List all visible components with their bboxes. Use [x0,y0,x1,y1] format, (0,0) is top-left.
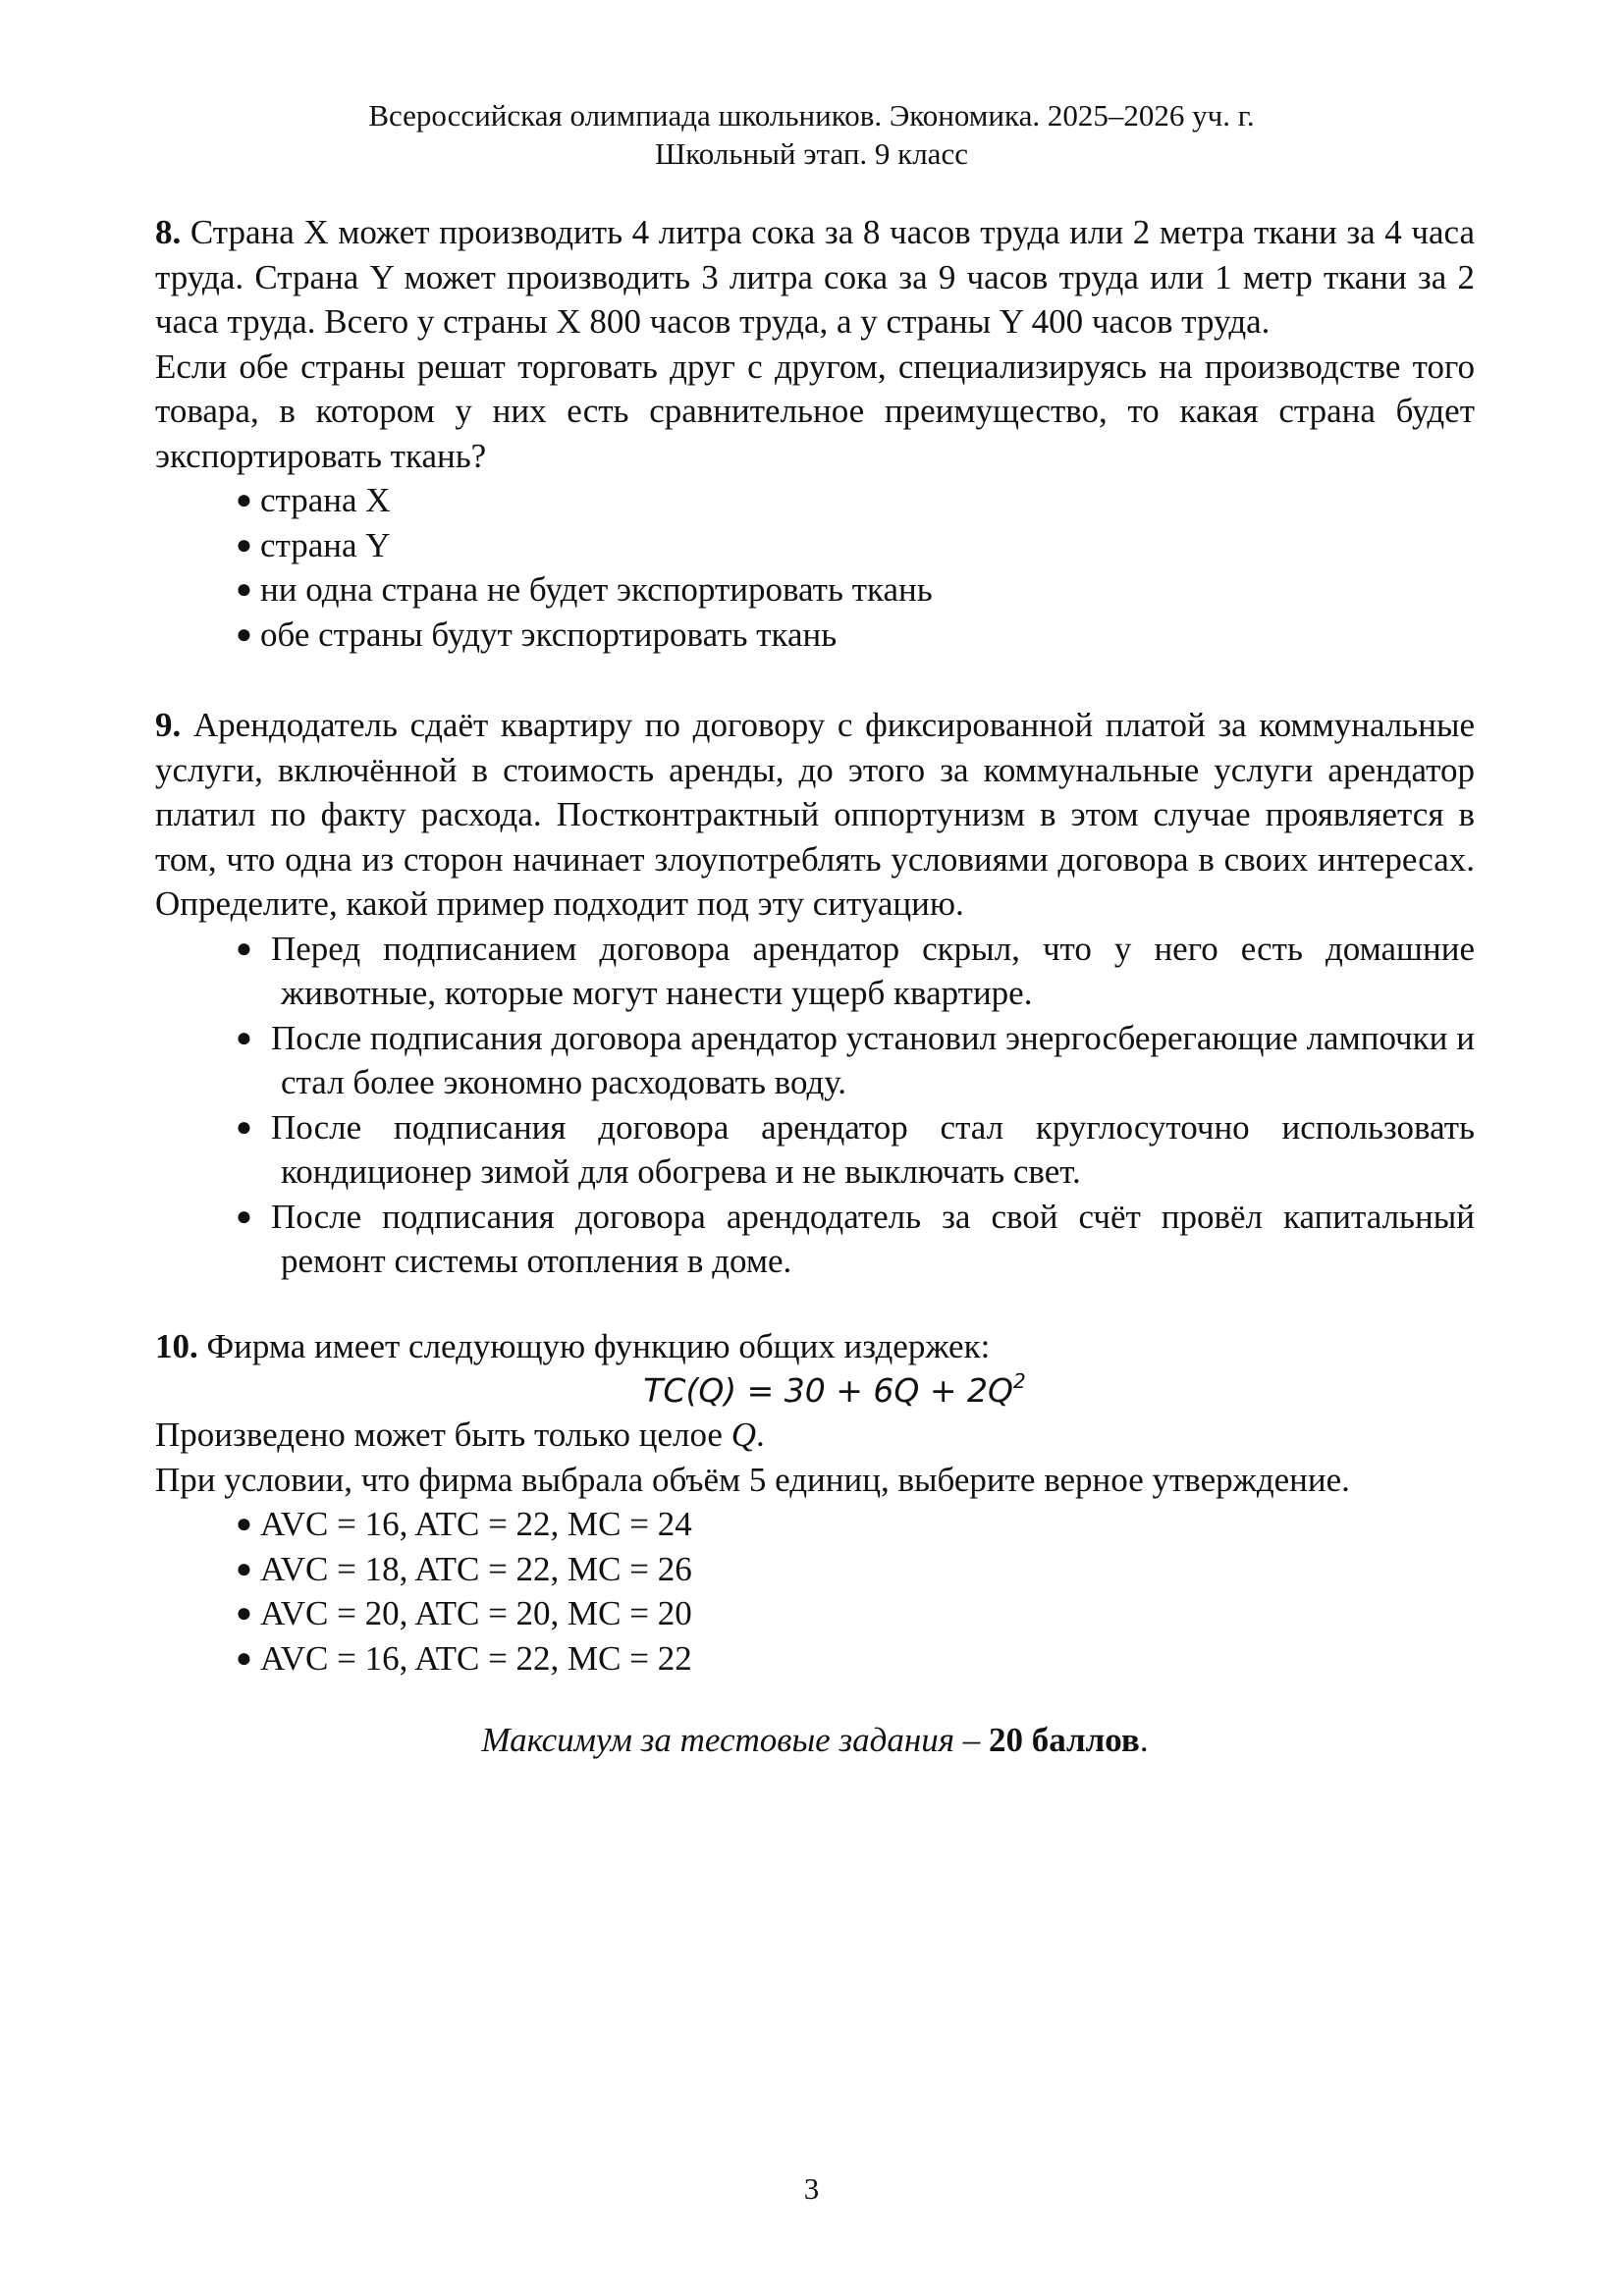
header-olympiad-title: Всероссийская олимпиада школьников. Экономика. 2025–2026 уч. г. [368,98,1255,133]
answer-option[interactable]: ● страна X [234,478,1475,523]
question-number: 10. [155,1326,198,1365]
answer-option[interactable]: ● обе страны будут экспортировать ткань [234,613,1475,658]
question-10-prompt: При условии, что фирма выбрала объём 5 единиц, выберите верное утверждение. [155,1460,1350,1499]
question-8-prompt: Если обе страны решат торговать друг с другом, специализируясь на производстве того товара, в котором у них есть сравнительное преимущество, то какая страна будет экспортировать ткань? [155,347,1475,475]
answer-option[interactable]: ● AVC = 16, ATC = 22, MC = 24 [234,1502,1475,1547]
answer-option[interactable]: ● ни одна страна не будет экспортировать ткань [234,567,1475,613]
bullet-icon: ● [236,1509,252,1539]
question-10 [155,1324,1475,1682]
question-8-text: 8. Страна X может производить 4 литра сока за 8 часов труда или 2 метра ткани за 4 часа труда. Страна Y может производить 3 литра сока за 9 часов труда или 1 метр ткани за 2 часа труда. Всего у страны X 800 часов труда, а у страны Y 400 часов труда. [155,213,1476,341]
question-9 [155,703,1475,1284]
bullet-icon: ● [236,1598,252,1629]
question-9-text: 9. Арендодатель сдаёт квартиру по договору с фиксированной платой за коммунальные услуги, включённой в стоимость аренды, до этого за коммунальные услуги арендатор платил по факту расхода. Постконтрактный оппортунизм в этом случае проявляется в том, что одна из сторон начинает злоупотреблять условиями договора в своих интересах. Определите, какой пример подходит под эту ситуацию. [155,706,1476,923]
bullet-icon: ● [236,1642,252,1674]
cost-function-formula: $TC(Q) = 30 + 6Q + 2Q^2$ [643,1369,1026,1410]
bullet-icon: ● [236,529,252,561]
answer-option[interactable]: ● AVC = 16, ATC = 22, MC = 22 [234,1636,1475,1682]
question-10-condition: Произведено может быть только целое Q. [155,1415,765,1454]
bullet-icon: ● [236,1022,252,1053]
answer-option[interactable]: ● AVC = 20, ATC = 20, MC = 20 [234,1591,1475,1636]
bullet-icon: ● [236,1201,252,1232]
question-8-options [155,478,1475,657]
answer-option[interactable]: ● После подписания договора арендодатель за свой счёт провёл капитальный ремонт системы отопления в доме. [234,1195,1475,1284]
document-body [155,210,1475,1763]
bullet-icon: ● [236,1111,252,1143]
bullet-icon: ● [236,1553,252,1584]
answer-option[interactable]: ● страна Y [234,523,1475,568]
answer-option[interactable]: ● Перед подписанием договора арендатор скрыл, что у него есть домашние животные, которые могут нанести ущерб квартире. [234,927,1475,1016]
bullet-icon: ● [236,574,252,605]
answer-option[interactable]: ● AVC = 18, ATC = 22, MC = 26 [234,1547,1475,1592]
bullet-icon: ● [236,618,252,650]
max-score-note: Максимум за тестовые задания – 20 баллов. [481,1721,1149,1759]
header-stage: Школьный этап. 9 класс [655,136,968,171]
question-number: 9. [155,706,182,744]
page-header [0,96,1623,173]
bullet-icon: ● [236,485,252,515]
question-number: 8. [155,213,182,251]
question-8 [155,210,1475,657]
bullet-icon: ● [236,933,252,964]
page-number: 3 [803,2171,820,2206]
question-10-options [155,1502,1475,1681]
question-10-text: 10. Фирма имеет следующую функцию общих издержек: [155,1326,991,1365]
answer-option[interactable]: ● После подписания договора арендатор стал круглосуточно использовать кондиционер зимой для обогрева и не выключать свет. [234,1105,1475,1195]
question-9-options [155,927,1475,1284]
answer-option[interactable]: ● После подписания договора арендатор установил энергосберегающие лампочки и стал более экономно расходовать воду. [234,1016,1475,1105]
